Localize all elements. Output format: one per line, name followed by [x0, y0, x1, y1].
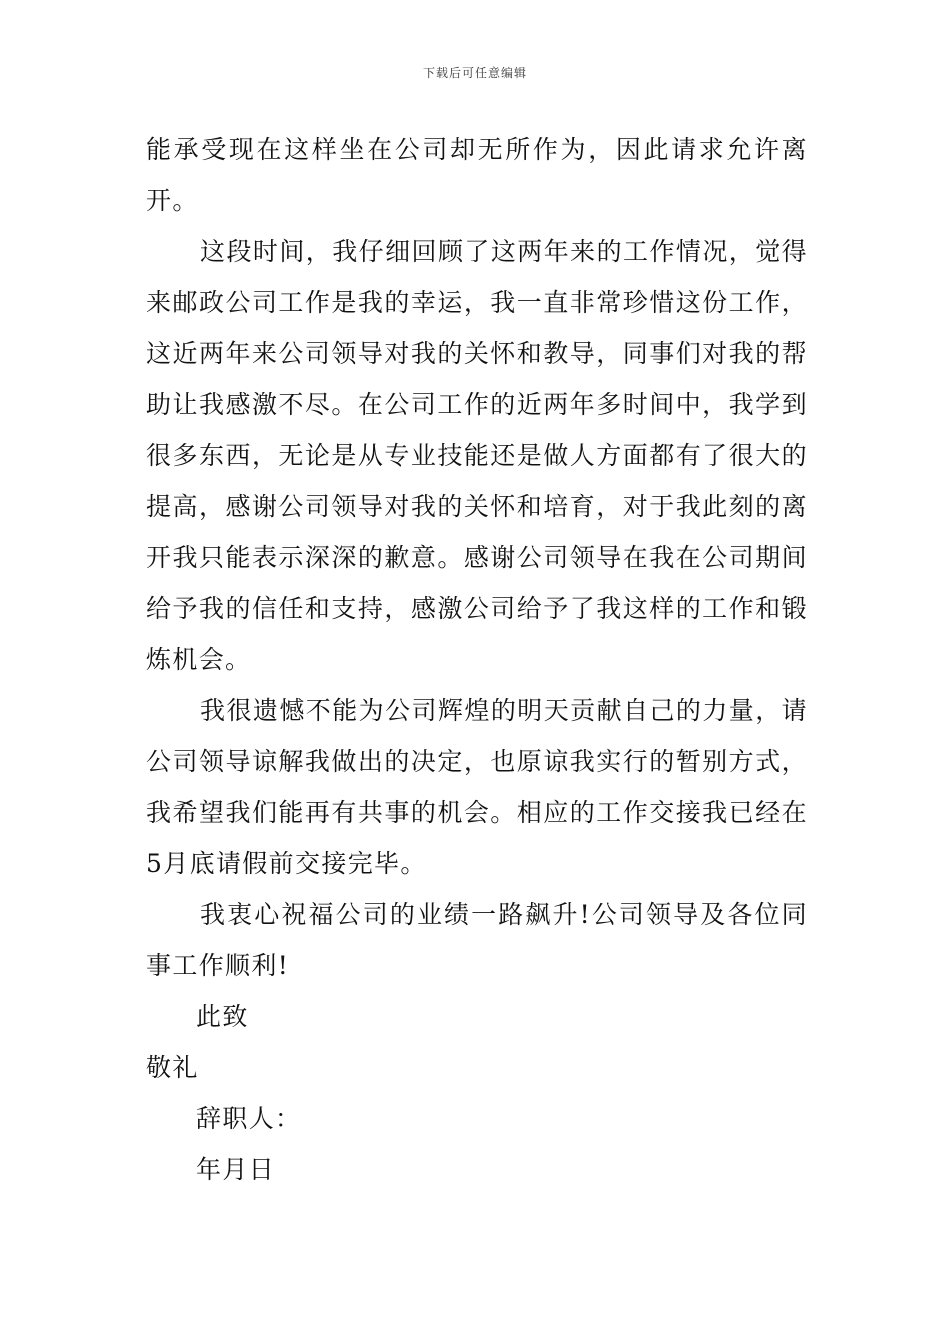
- date-label: 年月日: [196, 1155, 276, 1184]
- page-header-note: 下载后可任意编辑: [422, 66, 527, 80]
- closing-salutation: 此致: [196, 1002, 249, 1031]
- paragraph-apology: 我很遗憾不能为公司辉煌的明天贡献自己的力量，请公司领导谅解我做出的决定，也原谅我实行的暂别方式，我希望我们能再有共事的机会。相应的工作交接我已经在5月底请假前交接完毕。: [146, 696, 808, 878]
- paragraph-wishes: 我衷心祝福公司的业绩一路飙升!公司领导及各位同事工作顺利!: [146, 900, 808, 980]
- paragraph-gratitude: 这段时间，我仔细回顾了这两年来的工作情况，觉得来邮政公司工作是我的幸运，我一直非常珍惜这份工作，这近两年来公司领导对我的关怀和教导，同事们对我的帮助让我感激不尽。在公司工作的近两年多时间中，我学到很多东西，无论是从专业技能还是做人方面都有了很大的提高，感谢公司领导对我的关怀和培育，对于我此刻的离开我只能表示深深的歉意。感谢公司领导在我在公司期间给予我的信任和支持，感激公司给予了我这样的工作和锻炼机会。: [146, 237, 808, 674]
- closing-regards: 敬礼: [146, 1053, 199, 1082]
- paragraph-continuation: 能承受现在这样坐在公司却无所作为，因此请求允许离开。: [146, 135, 808, 215]
- letter-body: [146, 124, 808, 1195]
- signer-label: 辞职人：: [196, 1104, 302, 1133]
